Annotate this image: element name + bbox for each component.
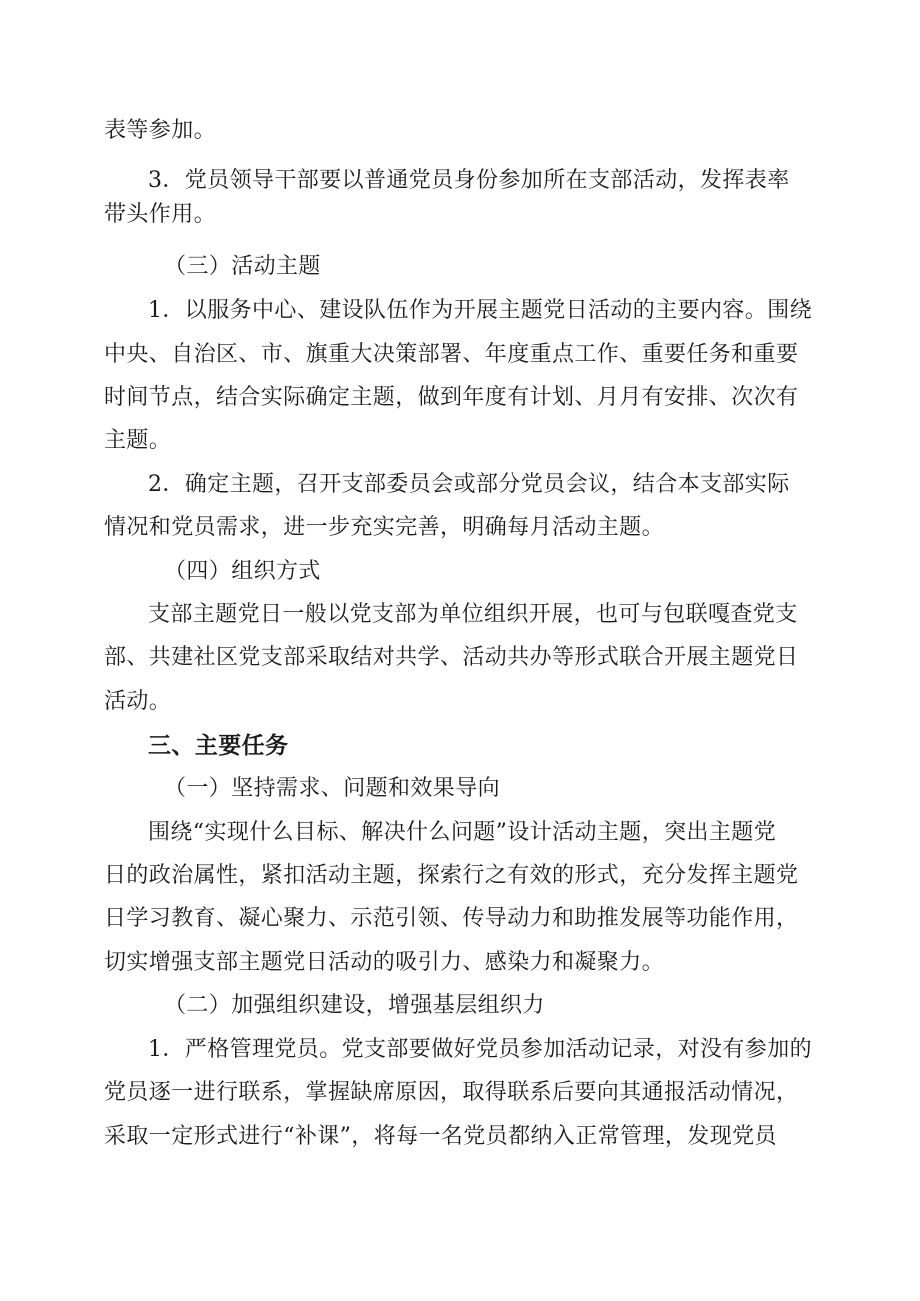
text-line: 日学习教育、凝心聚力、示范引领、传导动力和助推发展等功能作用， bbox=[104, 906, 799, 931]
subheading: （二）加强组织建设，增强基层组织力 bbox=[164, 993, 545, 1018]
text-line: 带头作用。 bbox=[104, 202, 217, 227]
subheading: （一）坚持需求、问题和效果导向 bbox=[164, 776, 501, 801]
text-line: 表等参加。 bbox=[104, 118, 217, 143]
text-line: 时间节点，结合实际确定主题，做到年度有计划、月月有安排、次次有 bbox=[104, 385, 799, 410]
text-line: 部、共建社区党支部采取结对共学、活动共办等形式联合开展主题党日 bbox=[104, 645, 799, 670]
text-line: 情况和党员需求，进一步充实完善，明确每月活动主题。 bbox=[104, 515, 665, 540]
list-item: 1．以服务中心、建设队伍作为开展主题党日活动的主要内容。围绕 bbox=[148, 298, 812, 323]
text-line: 采取一定形式进行“补课”，将每一名党员都纳入正常管理，发现党员 bbox=[104, 1124, 777, 1149]
section-heading: 三、主要任务 bbox=[148, 733, 289, 759]
text-line: 切实增强支部主题党日活动的吸引力、感染力和凝聚力。 bbox=[104, 950, 665, 975]
text-line: 活动。 bbox=[104, 689, 172, 714]
list-item: 3．党员领导干部要以普通党员身份参加所在支部活动，发挥表率 bbox=[148, 168, 790, 193]
subheading: （四）组织方式 bbox=[164, 559, 321, 584]
paragraph-line: 围绕“实现什么目标、解决什么问题”设计活动主题，突出主题党 bbox=[148, 820, 777, 845]
subheading: （三）活动主题 bbox=[164, 254, 321, 279]
text-line: 党员逐一进行联系，掌握缺席原因，取得联系后要向其通报活动情况， bbox=[104, 1080, 799, 1105]
text-line: 主题。 bbox=[104, 428, 172, 453]
text-line: 中央、自治区、市、旗重大决策部署、年度重点工作、重要任务和重要 bbox=[104, 342, 799, 367]
paragraph-line: 支部主题党日一般以党支部为单位组织开展，也可与包联嘎查党支 bbox=[148, 602, 798, 627]
list-item: 1．严格管理党员。党支部要做好党员参加活动记录，对没有参加的 bbox=[148, 1037, 812, 1062]
list-item: 2．确定主题，召开支部委员会或部分党员会议，结合本支部实际 bbox=[148, 472, 790, 497]
text-line: 日的政治属性，紧扣活动主题，探索行之有效的形式，充分发挥主题党 bbox=[104, 863, 799, 888]
